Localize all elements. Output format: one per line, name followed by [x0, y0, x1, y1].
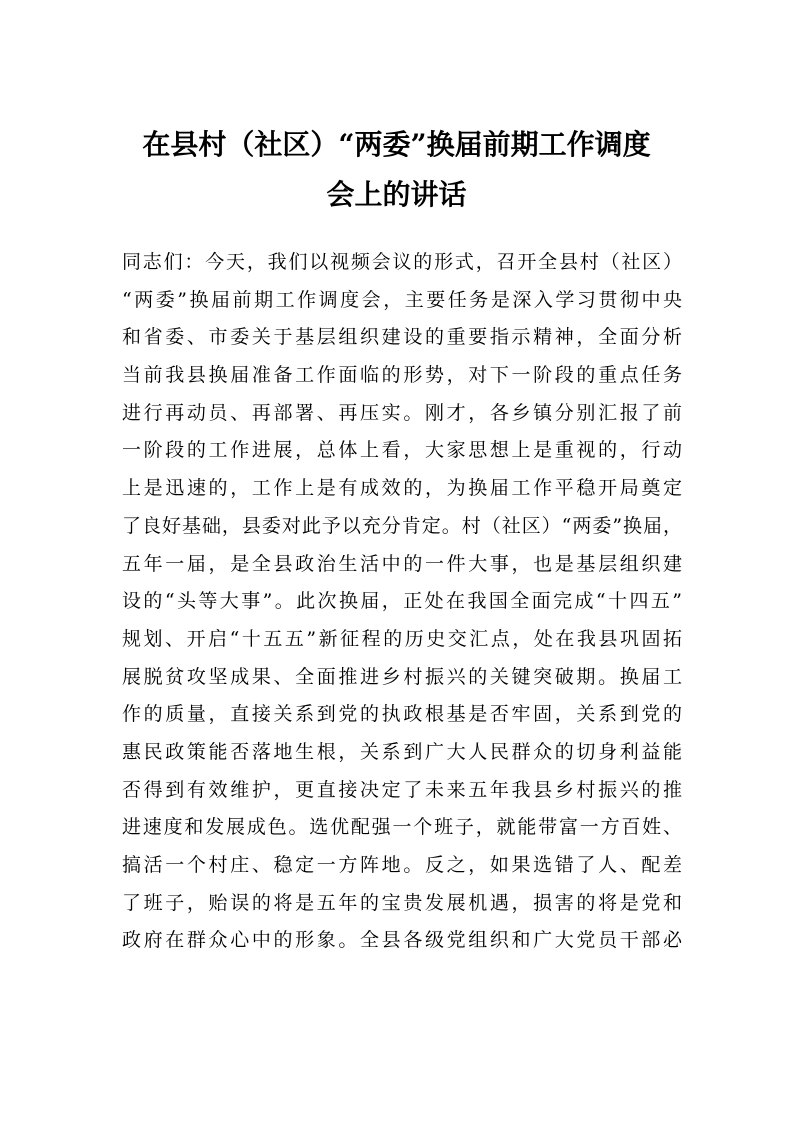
body-line: 作的质量，直接关系到党的执政根基是否牢固，关系到党的 [122, 703, 682, 726]
body-line: 了班子，贻误的将是五年的宝贵发展机遇，损害的将是党和 [122, 891, 682, 914]
body-line: 和省委、市委关于基层组织建设的重要指示精神，全面分析 [122, 326, 682, 349]
body-line: 一阶段的工作进展，总体上看，大家思想上是重视的，行动 [122, 439, 682, 462]
body-line: 同志们：今天，我们以视频会议的形式，召开全县村（社区） [122, 251, 682, 273]
body-line: 当前我县换届准备工作面临的形势，对下一阶段的重点任务 [122, 364, 682, 387]
body-line: 否得到有效维护，更直接决定了未来五年我县乡村振兴的推 [122, 778, 682, 801]
body-line: 政府在群众心中的形象。全县各级党组织和广大党员干部必 [122, 929, 682, 952]
body-line: “两委”换届前期工作调度会，主要任务是深入学习贯彻中央 [122, 288, 682, 311]
body-line: 展脱贫攻坚成果、全面推进乡村振兴的关键突破期。换届工 [122, 665, 682, 688]
document-title-line-2: 会上的讲话 [326, 178, 467, 211]
document-title-line-1: 在县村（社区）“两委”换届前期工作调度 [142, 128, 651, 161]
speech-body [122, 244, 682, 960]
body-line: 设的“头等大事”。此次换届，正处在我国全面完成“十四五” [122, 590, 682, 613]
body-line: 五年一届，是全县政治生活中的一件大事，也是基层组织建 [122, 552, 682, 575]
body-line: 进速度和发展成色。选优配强一个班子，就能带富一方百姓、 [122, 816, 682, 839]
body-line: 上是迅速的，工作上是有成效的，为换届工作平稳开局奠定 [122, 477, 682, 500]
body-line: 了良好基础，县委对此予以充分肯定。村（社区）“两委”换届， [122, 514, 682, 537]
body-line: 进行再动员、再部署、再压实。刚才，各乡镇分别汇报了前 [122, 401, 682, 424]
body-line: 惠民政策能否落地生根，关系到广大人民群众的切身利益能 [122, 740, 682, 763]
body-line: 搞活一个村庄、稳定一方阵地。反之，如果选错了人、配差 [122, 854, 682, 876]
body-line: 规划、开启“十五五”新征程的历史交汇点，处在我县巩固拓 [122, 627, 682, 650]
